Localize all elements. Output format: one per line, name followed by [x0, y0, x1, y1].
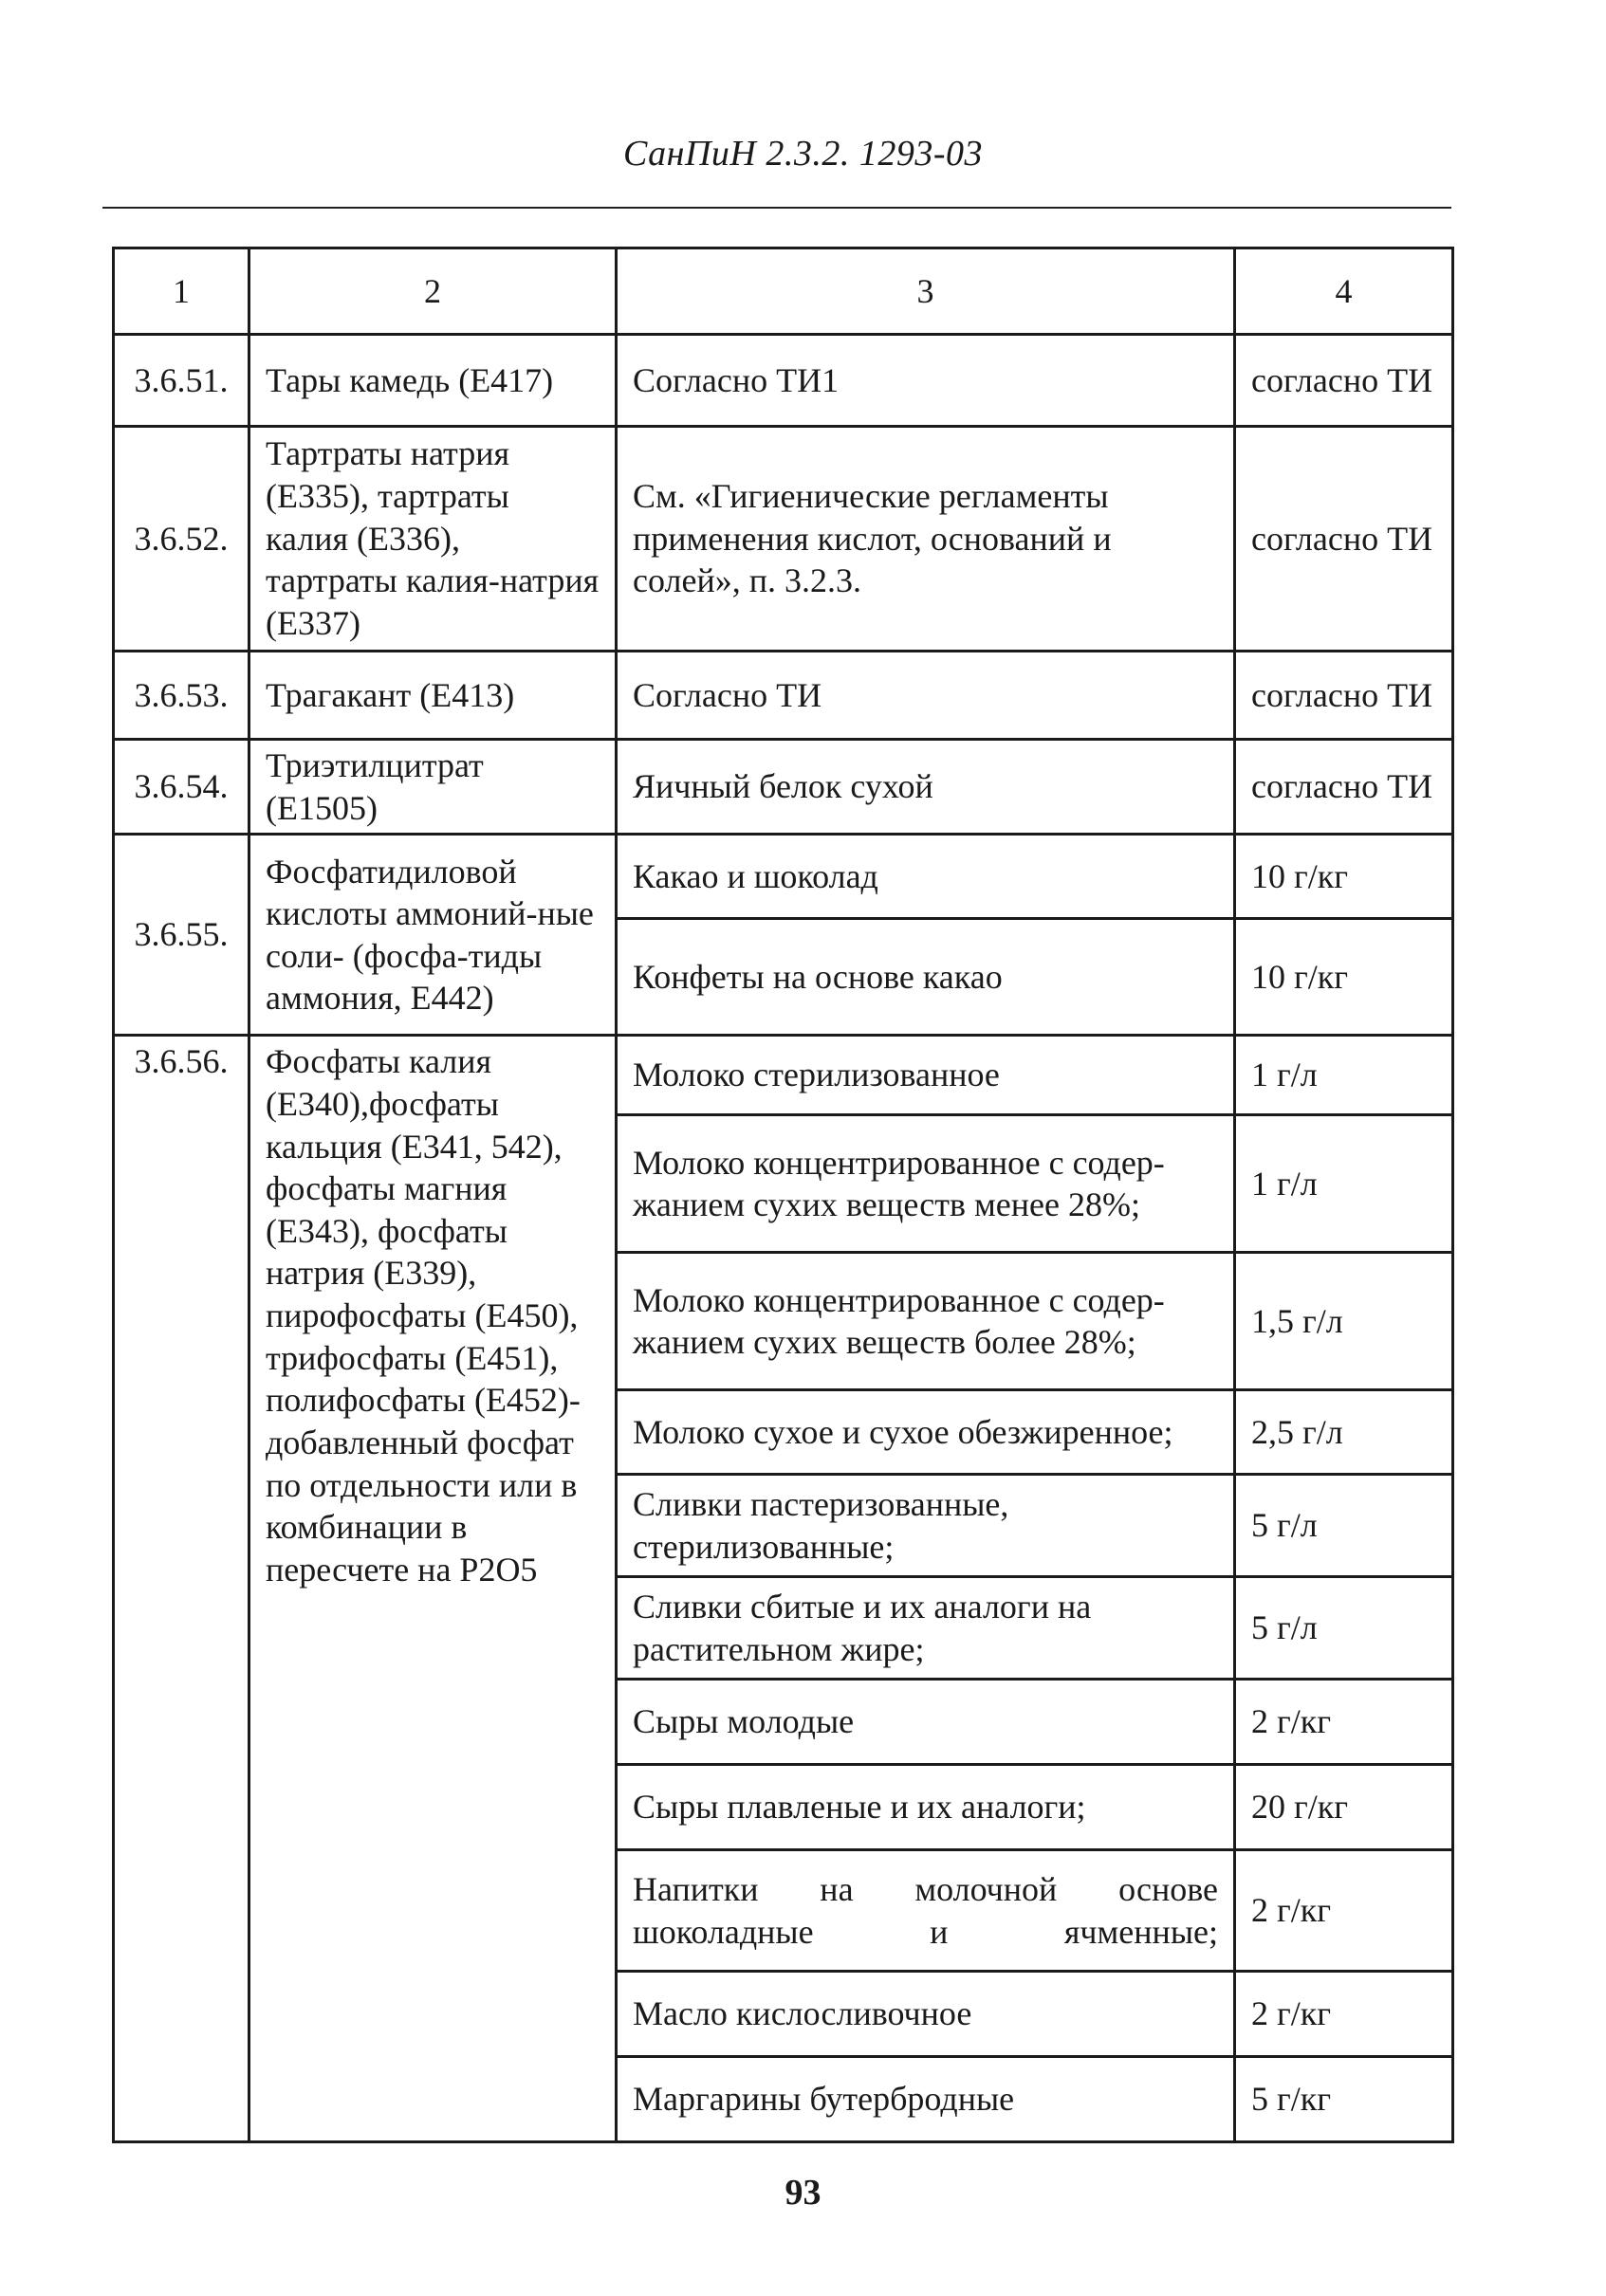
level-cell: 5 г/кг — [1235, 2057, 1453, 2142]
product-cell: Согласно ТИ — [617, 652, 1235, 740]
table-row-3-6-54 — [114, 740, 1453, 835]
table-row-3-6-51 — [114, 335, 1453, 427]
row-number: 3.6.56. — [114, 1036, 249, 2142]
column-number-1: 1 — [114, 248, 249, 335]
product-cell: См. «Гигиенические регламенты применения кислот, оснований и солей», п. 3.2.3. — [617, 427, 1235, 652]
product-cell: Сливки сбитые и их аналоги на растительном жире; — [617, 1577, 1235, 1680]
level-cell: согласно ТИ — [1235, 652, 1453, 740]
table-row-3-6-56 — [114, 1036, 1453, 1115]
column-number-4: 4 — [1235, 248, 1453, 335]
product-cell: Молоко сухое и сухое обезжиренное; — [617, 1390, 1235, 1475]
product-cell: Конфеты на основе какао — [617, 919, 1235, 1036]
product-cell: Молоко концентрированное с содер-жанием сухих веществ менее 28%; — [617, 1115, 1235, 1253]
additive-name: Трагакант (Е413) — [249, 652, 617, 740]
column-number-row — [114, 248, 1453, 335]
product-cell: Сыры молодые — [617, 1680, 1235, 1765]
level-cell: согласно ТИ — [1235, 427, 1453, 652]
additive-name: Триэтилцитрат (Е1505) — [249, 740, 617, 835]
level-cell: 5 г/л — [1235, 1577, 1453, 1680]
level-cell: 2 г/кг — [1235, 1850, 1453, 1972]
additive-name: Тартраты натрия (Е335), тартраты калия (Е336), тартраты калия-натрия (Е337) — [249, 427, 617, 652]
row-number: 3.6.53. — [114, 652, 249, 740]
level-cell: 5 г/л — [1235, 1475, 1453, 1577]
row-number: 3.6.51. — [114, 335, 249, 427]
product-cell: Маргарины бутербродные — [617, 2057, 1235, 2142]
level-cell: 1,5 г/л — [1235, 1253, 1453, 1390]
product-cell: Яичный белок сухой — [617, 740, 1235, 835]
level-cell: 10 г/кг — [1235, 919, 1453, 1036]
header-divider — [102, 207, 1451, 209]
product-cell: Сыры плавленые и их аналоги; — [617, 1765, 1235, 1850]
additive-name: Тары камедь (Е417) — [249, 335, 617, 427]
product-cell: Согласно ТИ1 — [617, 335, 1235, 427]
level-cell: 2 г/кг — [1235, 1680, 1453, 1765]
product-cell: Молоко концентрированное с содер-жанием сухих веществ более 28%; — [617, 1253, 1235, 1390]
table-row-3-6-53 — [114, 652, 1453, 740]
page-number: 93 — [785, 2173, 821, 2213]
table-row-3-6-55 — [114, 835, 1453, 919]
additives-table — [112, 247, 1454, 2143]
product-cell: Масло кислосливочное — [617, 1972, 1235, 2057]
level-cell: 1 г/л — [1235, 1036, 1453, 1115]
level-cell: 20 г/кг — [1235, 1765, 1453, 1850]
column-number-3: 3 — [617, 248, 1235, 335]
product-cell: Какао и шоколад — [617, 835, 1235, 919]
row-number: 3.6.54. — [114, 740, 249, 835]
level-cell: согласно ТИ — [1235, 740, 1453, 835]
level-cell: 2 г/кг — [1235, 1972, 1453, 2057]
row-number: 3.6.55. — [114, 835, 249, 1036]
additive-name: Фосфаты калия (Е340),фосфаты кальция (Е341, 542), фосфаты магния (Е343), фосфаты натрия (Е339), пирофосфаты (Е450), трифосфаты (Е451), полифосфаты (Е452)-добавленный фосфат по отдельности или в комбинации в пересчете на Р2О5 — [249, 1036, 617, 2142]
table-row-3-6-52 — [114, 427, 1453, 652]
product-cell: Сливки пастеризованные, стерилизованные; — [617, 1475, 1235, 1577]
column-number-2: 2 — [249, 248, 617, 335]
document-header-title: СанПиН 2.3.2. 1293-03 — [623, 134, 983, 174]
level-cell: 10 г/кг — [1235, 835, 1453, 919]
level-cell: согласно ТИ — [1235, 335, 1453, 427]
level-cell: 1 г/л — [1235, 1115, 1453, 1253]
product-cell: Молоко стерилизованное — [617, 1036, 1235, 1115]
additive-name: Фосфатидиловой кислоты аммоний-ные соли- (фосфа-тиды аммония, Е442) — [249, 835, 617, 1036]
product-cell: Напитки на молочной основе шоколадные и ячменные; — [617, 1850, 1235, 1972]
level-cell: 2,5 г/л — [1235, 1390, 1453, 1475]
row-number: 3.6.52. — [114, 427, 249, 652]
